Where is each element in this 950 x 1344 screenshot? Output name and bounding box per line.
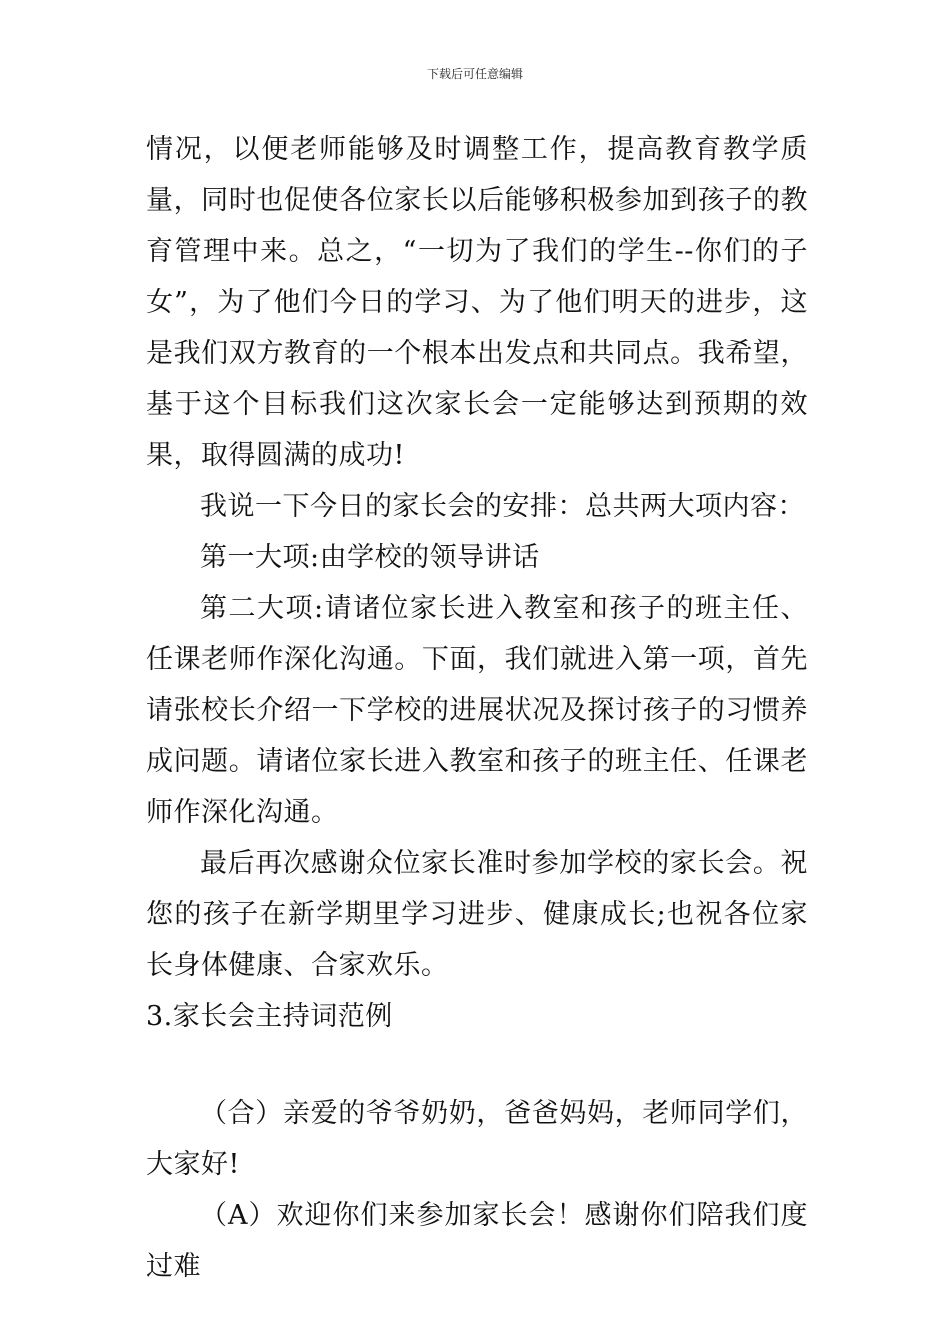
- paragraph-item-one: 第一大项:由学校的领导讲话: [200, 542, 540, 573]
- paragraph-item-two: 第二大项:请诸位家长进入教室和孩子的班主任、任课老师作深化沟通。下面，我们就进入第一项，首先请张校长介绍一下学校的进展状况及探讨孩子的习惯养成问题。请诸位家长进入教室和孩子的班主任、任课老师作深化沟通。: [146, 593, 808, 828]
- paragraph-welcome: （A）欢迎你们来参加家长会！感谢你们陪我们度过难: [146, 1200, 808, 1282]
- paragraph-agenda: 我说一下今日的家长会的安排：总共两大项内容：: [200, 491, 805, 522]
- paragraph-intro-continued: 情况，以便老师能够及时调整工作，提高教育教学质量，同时也促使各位家长以后能够积极参加到孩子的教育管理中来。总之，“一切为了我们的学生--你们的子女”，为了他们今日的学习、为了他们明天的进步，这是我们双方教育的一个根本出发点和共同点。我希望，基于这个目标我们这次家长会一定能够达到预期的效果，取得圆满的成功!: [146, 134, 808, 471]
- paragraph-greeting: （合）亲爱的爷爷奶奶，爸爸妈妈，老师同学们，大家好!: [146, 1098, 808, 1180]
- document-body: [146, 124, 808, 1292]
- page-header: 下载后可任意编辑: [426, 67, 523, 81]
- section-heading: 3.家长会主持词范例: [146, 1001, 393, 1032]
- section-spacer: [146, 1042, 808, 1088]
- paragraph-closing: 最后再次感谢众位家长准时参加学校的家长会。祝您的孩子在新学期里学习进步、健康成长;也祝各位家长身体健康、合家欢乐。: [146, 848, 808, 981]
